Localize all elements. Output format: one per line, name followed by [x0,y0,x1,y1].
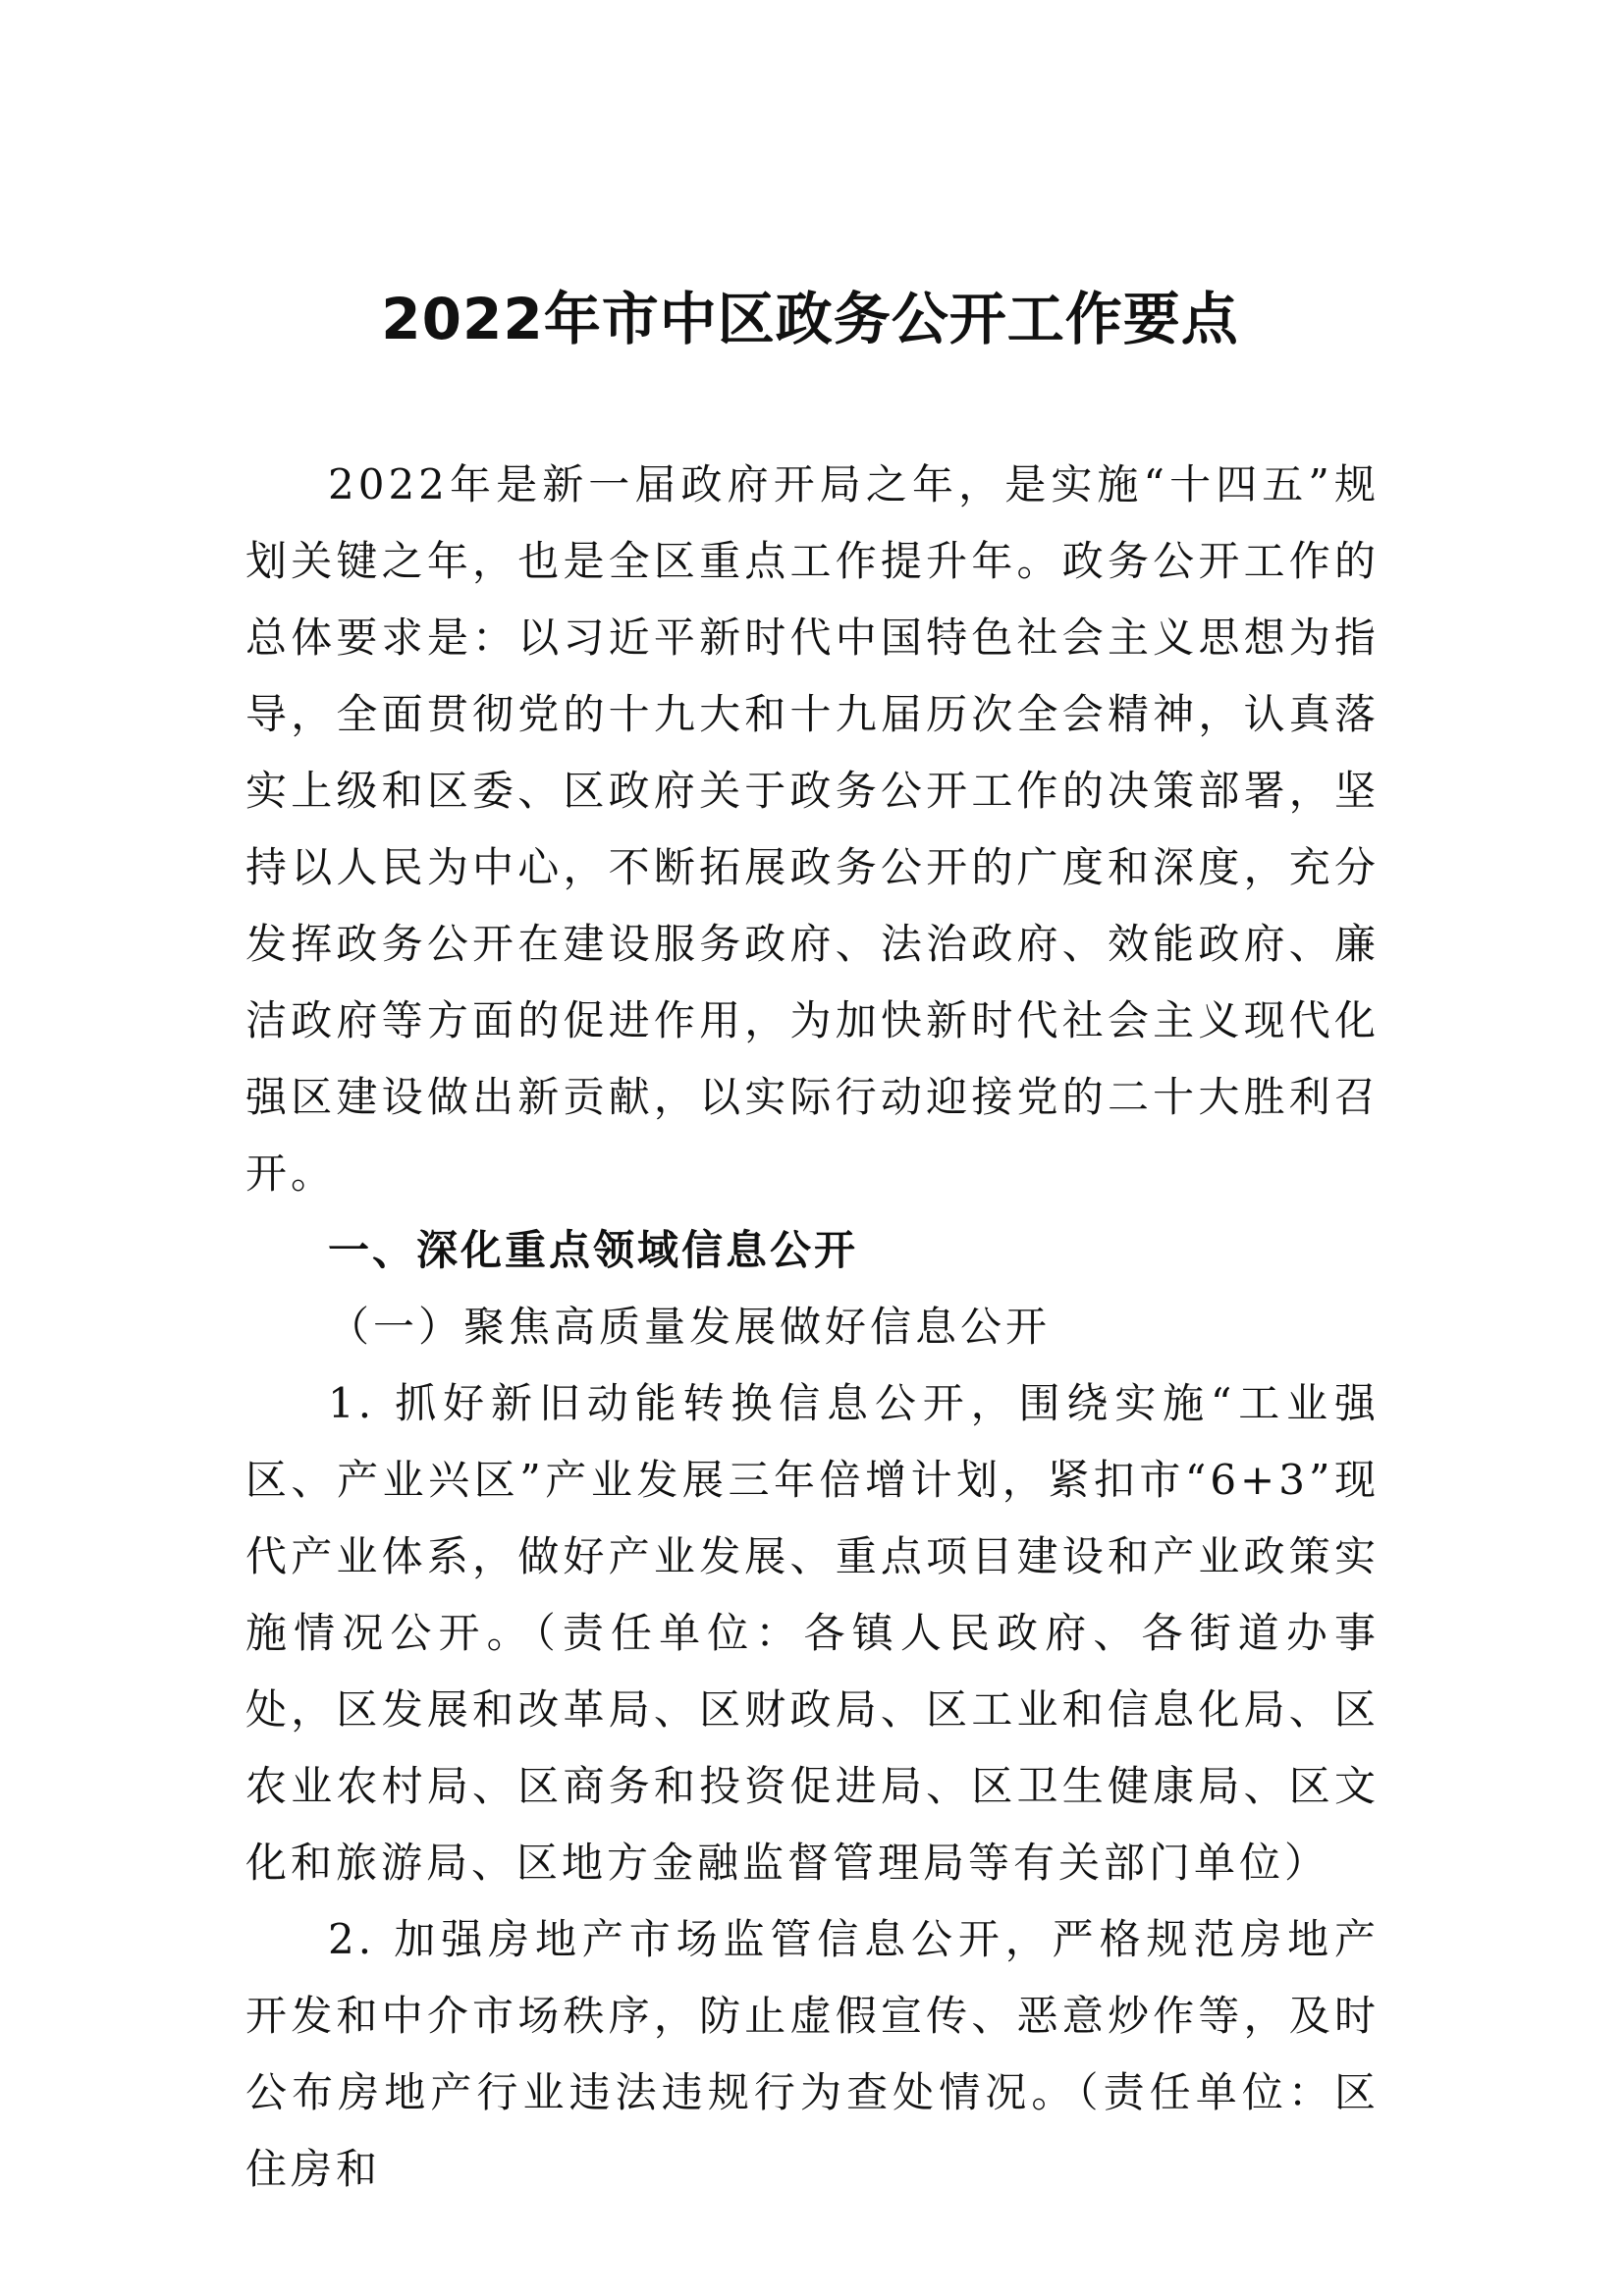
list-item-2: 2. 加强房地产市场监管信息公开，严格规范房地产开发和中介市场秩序，防止虚假宣传、恶意炒作等，及时公布房地产行业违法违规行为查处情况。（责任单位：区住房和 [245,1915,1380,2193]
intro-paragraph: 2022年是新一届政府开局之年，是实施“十四五”规划关键之年，也是全区重点工作提升年。政务公开工作的总体要求是：以习近平新时代中国特色社会主义思想为指导，全面贯彻党的十九大和十九届历次全会精神，认真落实上级和区委、区政府关于政务公开工作的决策部署，坚持以人民为中心，不断拓展政务公开的广度和深度，充分发挥政务公开在建设服务政府、法治政府、效能政府、廉洁政府等方面的促进作用，为加快新时代社会主义现代化强区建设做出新贡献，以实际行动迎接党的二十大胜利召开。 [245,460,1380,1198]
document-body [245,447,1380,2208]
subsection-heading: （一）聚焦高质量发展做好信息公开 [328,1303,1052,1351]
document-title: 2022年市中区政务公开工作要点 [381,286,1239,352]
list-item-1: 1. 抓好新旧动能转换信息公开，围绕实施“工业强区、产业兴区”产业发展三年倍增计划，紧扣市“6+3”现代产业体系，做好产业发展、重点项目建设和产业政策实施情况公开。（责任单位：各镇人民政府、各街道办事处，区发展和改革局、区财政局、区工业和信息化局、区农业农村局、区商务和投资促进局、区卫生健康局、区文化和旅游局、区地方金融监督管理局等有关部门单位） [245,1379,1380,1887]
section-heading: 一、深化重点领域信息公开 [328,1226,859,1274]
